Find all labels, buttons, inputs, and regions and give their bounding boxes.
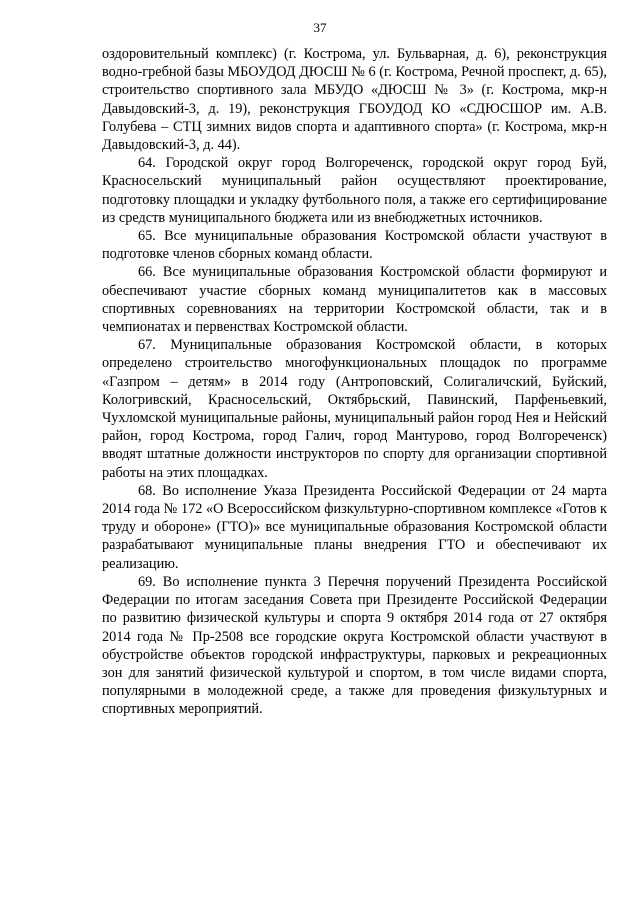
paragraph-69: 69. Во исполнение пункта 3 Перечня поручений Президента Российской Федерации по итогам заседания Совета при Президенте Российской Федерации по развитию физической культуры и спорта 9 октября 2014 года от 27 октября 2014 года № Пр-2508 все городские округа Костромской области участвуют в обустройстве объектов городской инфраструктуры, парковых и рекреационных зон для занятий физической культурой и спортом, в том числе видами спорта, популярными в молодежной среде, а также для проведения физкультурных и спортивных мероприятий. xyxy=(102,573,607,718)
paragraph-66: 66. Все муниципальные образования Костромской области формируют и обеспечивают участие сборных команд муниципалитетов как в массовых спортивных соревнованиях на территории Костромской области, так и в чемпионатах и первенствах Костромской области. xyxy=(102,264,607,336)
page-number: 37 xyxy=(313,20,327,35)
paragraph-68: 68. Во исполнение Указа Президента Российской Федерации от 24 марта 2014 года № 172 «О Всероссийском физкультурно-спортивном комплексе «Готов к труду и обороне» (ГТО)» все муниципальные образования Костромской области разрабатывают муниципальные планы внедрения ГТО и обеспечивают их реализацию. xyxy=(102,482,607,572)
document-body xyxy=(102,45,607,719)
paragraph-67: 67. Муниципальные образования Костромской области, в которых определено строительство многофункциональных площадок по программе «Газпром – детям» в 2014 году (Антроповский, Солигаличский, Буйский, Кологривский, Красносельский, Октябрьский, Павинский, Парфеньевкий, Чухломской муниципальные районы, муниципальный район город Нея и Нейский район, город Кострома, город Галич, город Мантурово, город Волгореченск) вводят штатные должности инструкторов по спорту для организации спортивной работы на этих площадках. xyxy=(102,337,607,481)
paragraph-continuation: оздоровительный комплекс) (г. Кострома, ул. Бульварная, д. 6), реконструкция водно-гребной базы МБОУДОД ДЮСШ № 6 (г. Кострома, Речной проспект, д. 65), строительство спортивного зала МБУДО «ДЮСШ № 3» (г. Кострома, мкр-н Давыдовский-3, д. 19), реконструкция ГБОУДОД КО «СДЮСШОР им. А.В. Голубева – СТЦ зимних видов спорта и адаптивного спорта» (г. Кострома, мкр-н Давыдовский-3, д. 44). xyxy=(102,46,607,154)
paragraph-65: 65. Все муниципальные образования Костромской области участвуют в подготовке членов сборных команд области. xyxy=(102,228,607,263)
paragraph-64: 64. Городской округ город Волгореченск, городской округ город Буй, Красносельский муниципальный район осуществляют проектирование, подготовку площадки и укладку футбольного поля, а также его сертифицирование из средств муниципального бюджета или из внебюджетных источников. xyxy=(102,155,607,226)
